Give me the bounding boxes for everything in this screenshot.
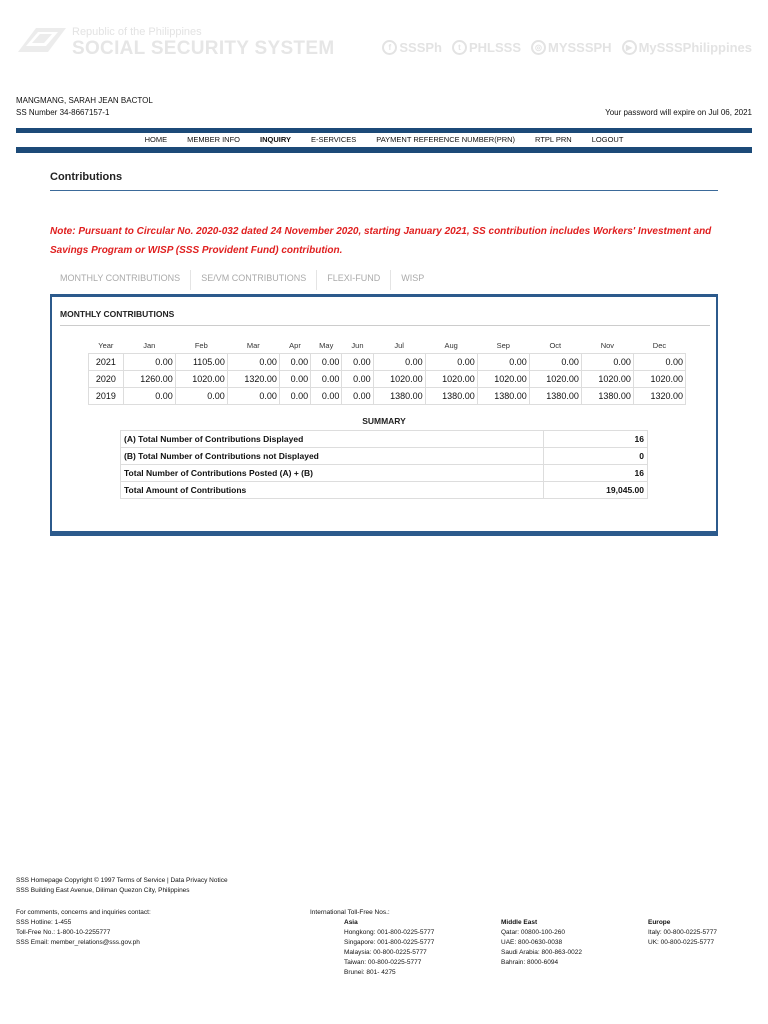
social-twitter-link[interactable] <box>452 40 521 55</box>
table-cell-year: 2021 <box>89 353 124 370</box>
table-cell: 0.00 <box>529 353 581 370</box>
footer-number: Saudi Arabia: 800-863-0022 <box>501 949 582 956</box>
password-expiry-note: Your password will expire on Jul 06, 2021 <box>605 108 752 117</box>
table-cell: 0.00 <box>633 353 685 370</box>
table-cell: 1020.00 <box>175 370 227 387</box>
table-cell: 1380.00 <box>529 387 581 404</box>
twitter-icon: t <box>452 40 467 55</box>
footer-number: Brunei: 801- 4275 <box>344 969 396 976</box>
table-cell: 1020.00 <box>633 370 685 387</box>
footer-copyright: SSS Homepage Copyright © 1997 Terms of Service | Data Privacy Notice <box>16 877 228 884</box>
table-cell: 0.00 <box>373 353 425 370</box>
tab-se-vm-contributions[interactable]: SE/VM CONTRIBUTIONS <box>191 270 317 290</box>
table-cell: 1320.00 <box>227 370 279 387</box>
summary-value: 19,045.00 <box>544 482 648 499</box>
tab-flexi-fund[interactable]: FLEXI-FUND <box>317 270 391 290</box>
sss-logo-icon <box>16 24 68 56</box>
footer-number: UAE: 800-0630-0038 <box>501 939 563 946</box>
footer-region-heading: Asia <box>344 919 358 926</box>
footer-number: Malaysia: 00-800-0225-5777 <box>344 949 427 956</box>
footer-intl-heading: International Toll-Free Nos.: <box>310 909 390 916</box>
table-cell: 0.00 <box>311 353 342 370</box>
col-header: Mar <box>227 338 279 353</box>
table-cell: 1020.00 <box>373 370 425 387</box>
summary-label: (A) Total Number of Contributions Displayed <box>121 431 544 448</box>
summary-title: SUMMARY <box>362 416 406 426</box>
table-cell: 0.00 <box>342 387 373 404</box>
ss-number-label: SS Number <box>16 108 58 117</box>
col-header: Sep <box>477 338 529 353</box>
table-cell: 0.00 <box>342 370 373 387</box>
table-cell: 0.00 <box>175 387 227 404</box>
table-cell: 1020.00 <box>529 370 581 387</box>
table-cell: 0.00 <box>123 387 175 404</box>
social-youtube-link[interactable] <box>622 40 752 55</box>
table-cell: 0.00 <box>477 353 529 370</box>
table-cell: 0.00 <box>342 353 373 370</box>
footer-middle-east-numbers <box>501 918 582 968</box>
col-header: Oct <box>529 338 581 353</box>
table-cell: 0.00 <box>227 353 279 370</box>
footer-email[interactable]: SSS Email: member_relations@sss.gov.ph <box>16 939 140 946</box>
nav-home[interactable]: HOME <box>144 135 168 144</box>
summary-row <box>121 448 648 465</box>
table-cell: 0.00 <box>311 370 342 387</box>
summary-table <box>120 430 648 499</box>
table-cell: 0.00 <box>123 353 175 370</box>
footer-number: Singapore: 001-800-0225-5777 <box>344 939 435 946</box>
ss-number-value: 34-8667157-1 <box>59 108 110 117</box>
table-cell: 1020.00 <box>425 370 477 387</box>
table-cell: 1380.00 <box>581 387 633 404</box>
footer-number: Taiwan: 00-800-0225-5777 <box>344 959 422 966</box>
social-label: SSSPh <box>399 40 442 55</box>
nav-bar-bottom <box>16 147 752 153</box>
brand-subtitle: Republic of the Philippines <box>72 26 202 38</box>
social-label: PHLSSS <box>468 40 521 55</box>
nav-prn[interactable]: PAYMENT REFERENCE NUMBER(PRN) <box>376 135 516 144</box>
social-links <box>382 40 752 55</box>
table-cell: 0.00 <box>279 370 310 387</box>
footer-contact-line: Toll-Free No.: 1-800-10-2255777 <box>16 929 111 936</box>
facebook-icon: f <box>382 40 397 55</box>
table-cell: 1020.00 <box>581 370 633 387</box>
footer-region-heading: Europe <box>648 919 671 926</box>
table-cell: 1380.00 <box>425 387 477 404</box>
footer-address: SSS Building East Avenue, Diliman Quezon City, Philippines <box>16 887 190 894</box>
footer-contact-line: SSS Hotline: 1-455 <box>16 919 72 926</box>
member-name: MANGMANG, SARAH JEAN BACTOL <box>16 96 153 105</box>
page-title: Contributions <box>50 171 123 183</box>
nav-bar-top <box>16 128 752 133</box>
table-cell: 1380.00 <box>477 387 529 404</box>
youtube-icon: ▶ <box>622 40 637 55</box>
ss-number-line <box>16 108 109 117</box>
nav-rtpl-prn[interactable]: RTPL PRN <box>535 135 572 144</box>
footer-number: UK: 00-800-0225-5777 <box>648 939 715 946</box>
col-header: Year <box>89 338 124 353</box>
nav-inquiry[interactable]: INQUIRY <box>260 135 291 144</box>
footer-number: Qatar: 00800-100-260 <box>501 929 565 936</box>
summary-label: (B) Total Number of Contributions not Displayed <box>121 448 544 465</box>
summary-value: 16 <box>544 465 648 482</box>
table-cell: 0.00 <box>581 353 633 370</box>
summary-label: Total Amount of Contributions <box>121 482 544 499</box>
social-label: MySSSPhilippines <box>638 40 752 55</box>
col-header: Nov <box>581 338 633 353</box>
summary-value: 16 <box>544 431 648 448</box>
social-instagram-link[interactable] <box>531 40 612 55</box>
table-cell: 1380.00 <box>373 387 425 404</box>
contributions-table <box>88 338 686 405</box>
social-facebook-link[interactable] <box>382 40 442 55</box>
summary-row <box>121 431 648 448</box>
brand-title: SOCIAL SECURITY SYSTEM <box>72 38 335 59</box>
col-header: Jan <box>123 338 175 353</box>
table-row <box>89 387 686 404</box>
nav-logout[interactable]: LOGOUT <box>591 135 624 144</box>
footer-europe-numbers <box>648 918 717 948</box>
footer-region-heading: Middle East <box>501 919 538 926</box>
table-row <box>89 370 686 387</box>
summary-value: 0 <box>544 448 648 465</box>
table-cell: 0.00 <box>279 353 310 370</box>
table-header-row <box>89 338 686 353</box>
social-label: MYSSSPH <box>548 40 612 55</box>
col-header: Jul <box>373 338 425 353</box>
table-cell: 0.00 <box>279 387 310 404</box>
col-header: Feb <box>175 338 227 353</box>
panel-divider <box>60 325 710 326</box>
summary-row <box>121 465 648 482</box>
col-header: Apr <box>279 338 310 353</box>
footer-asia-numbers <box>344 918 434 978</box>
table-cell: 1320.00 <box>633 387 685 404</box>
table-cell: 1020.00 <box>477 370 529 387</box>
col-header: May <box>311 338 342 353</box>
tab-wisp[interactable]: WISP <box>401 273 425 283</box>
table-cell: 0.00 <box>227 387 279 404</box>
nav-e-services[interactable]: E-SERVICES <box>310 135 357 144</box>
table-cell: 1260.00 <box>123 370 175 387</box>
summary-row <box>121 482 648 499</box>
footer-contact <box>16 908 151 948</box>
footer-number: Italy: 00-800-0225-5777 <box>648 929 718 936</box>
table-row <box>89 353 686 370</box>
table-cell: 0.00 <box>425 353 477 370</box>
monthly-contributions-panel <box>50 294 718 536</box>
nav-member-info[interactable]: MEMBER INFO <box>187 135 240 144</box>
col-header: Aug <box>425 338 477 353</box>
panel-title: MONTHLY CONTRIBUTIONS <box>60 309 175 319</box>
col-header: Dec <box>633 338 685 353</box>
col-header: Jun <box>342 338 373 353</box>
table-cell: 0.00 <box>311 387 342 404</box>
table-cell: 1105.00 <box>175 353 227 370</box>
footer-number: Bahrain: 8000-6094 <box>501 959 559 966</box>
table-cell-year: 2020 <box>89 370 124 387</box>
title-divider <box>50 190 718 191</box>
instagram-icon: ◎ <box>531 40 546 55</box>
main-nav <box>16 134 752 146</box>
contribution-tabs <box>50 270 434 290</box>
footer-contact-line: For comments, concerns and inquiries contact: <box>16 909 151 916</box>
footer-number: Hongkong: 001-800-0225-5777 <box>344 929 435 936</box>
table-cell-year: 2019 <box>89 387 124 404</box>
tab-monthly-contributions[interactable]: MONTHLY CONTRIBUTIONS <box>50 270 191 290</box>
circular-note: Note: Pursuant to Circular No. 2020-032 dated 24 November 2020, starting January 2021, SS contribution includes Workers' Investment and Savings Program or WISP (SSS Provident Fund) contribution. <box>50 226 712 256</box>
site-header <box>0 22 768 62</box>
summary-label: Total Number of Contributions Posted (A) + (B) <box>121 465 544 482</box>
